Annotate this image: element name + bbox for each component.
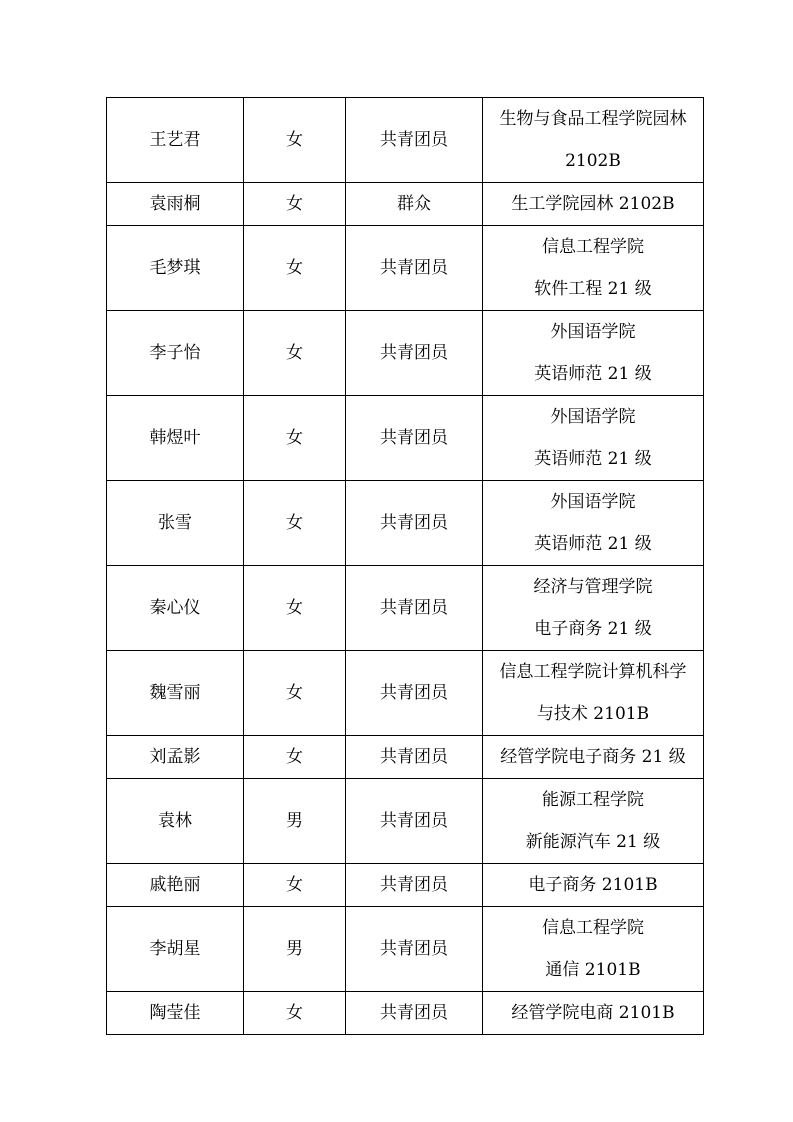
unit-cell [483, 736, 704, 779]
gender-cell: 女 [244, 226, 346, 311]
unit-line: 信息工程学院计算机科学 [499, 662, 687, 682]
unit-cell [483, 864, 704, 907]
name-cell: 李胡星 [107, 907, 244, 992]
gender-cell: 女 [244, 183, 346, 226]
unit-line: 经管学院电子商务 21 级 [500, 747, 686, 767]
member-table [106, 97, 704, 1035]
unit-line: 英语师范 21 级 [534, 449, 652, 469]
unit-line: 与技术 2101B [536, 704, 650, 724]
unit-cell [483, 98, 704, 183]
unit-cell [483, 226, 704, 311]
unit-line: 生工学院园林 2102B [511, 194, 675, 214]
unit-line: 生物与食品工程学院园林 [499, 109, 687, 129]
table-row [107, 864, 704, 907]
gender-cell: 女 [244, 992, 346, 1035]
table-row [107, 992, 704, 1035]
unit-cell [483, 779, 704, 864]
gender-cell: 女 [244, 311, 346, 396]
unit-cell [483, 651, 704, 736]
unit-line: 新能源汽车 21 级 [525, 832, 661, 852]
unit-line: 通信 2101B [545, 960, 641, 980]
political-status-cell: 共青团员 [346, 779, 483, 864]
name-cell: 张雪 [107, 481, 244, 566]
unit-cell [483, 907, 704, 992]
name-cell: 刘孟影 [107, 736, 244, 779]
unit-cell [483, 992, 704, 1035]
political-status-cell: 共青团员 [346, 396, 483, 481]
table-row [107, 779, 704, 864]
gender-cell: 男 [244, 907, 346, 992]
gender-cell: 女 [244, 736, 346, 779]
unit-line: 经济与管理学院 [533, 577, 653, 597]
table-row [107, 98, 704, 183]
political-status-cell: 群众 [346, 183, 483, 226]
table-row [107, 907, 704, 992]
unit-line: 英语师范 21 级 [534, 364, 652, 384]
unit-line: 外国语学院 [550, 492, 636, 512]
political-status-cell: 共青团员 [346, 481, 483, 566]
unit-line: 外国语学院 [550, 407, 636, 427]
unit-line: 经管学院电商 2101B [511, 1003, 675, 1023]
name-cell: 袁林 [107, 779, 244, 864]
political-status-cell: 共青团员 [346, 566, 483, 651]
name-cell: 戚艳丽 [107, 864, 244, 907]
unit-cell [483, 481, 704, 566]
table-row [107, 396, 704, 481]
table-row [107, 311, 704, 396]
table-row [107, 183, 704, 226]
unit-line: 2102B [565, 151, 621, 171]
gender-cell: 女 [244, 566, 346, 651]
table-row [107, 736, 704, 779]
unit-line: 信息工程学院 [542, 237, 644, 257]
unit-cell [483, 566, 704, 651]
name-cell: 秦心仪 [107, 566, 244, 651]
gender-cell: 女 [244, 481, 346, 566]
political-status-cell: 共青团员 [346, 864, 483, 907]
name-cell: 韩煜叶 [107, 396, 244, 481]
name-cell: 魏雪丽 [107, 651, 244, 736]
political-status-cell: 共青团员 [346, 226, 483, 311]
table-row [107, 226, 704, 311]
name-cell: 陶莹佳 [107, 992, 244, 1035]
gender-cell: 女 [244, 396, 346, 481]
table-row [107, 481, 704, 566]
table-row [107, 651, 704, 736]
name-cell: 李子怡 [107, 311, 244, 396]
political-status-cell: 共青团员 [346, 98, 483, 183]
unit-line: 外国语学院 [550, 322, 636, 342]
gender-cell: 男 [244, 779, 346, 864]
name-cell: 袁雨桐 [107, 183, 244, 226]
table-row [107, 566, 704, 651]
political-status-cell: 共青团员 [346, 651, 483, 736]
member-table-body [107, 98, 704, 1035]
political-status-cell: 共青团员 [346, 311, 483, 396]
name-cell: 王艺君 [107, 98, 244, 183]
gender-cell: 女 [244, 98, 346, 183]
name-cell: 毛梦琪 [107, 226, 244, 311]
unit-line: 英语师范 21 级 [534, 534, 652, 554]
unit-cell [483, 183, 704, 226]
unit-line: 电子商务 2101B [528, 875, 658, 895]
unit-cell [483, 396, 704, 481]
unit-line: 电子商务 21 级 [534, 619, 652, 639]
political-status-cell: 共青团员 [346, 907, 483, 992]
unit-line: 能源工程学院 [542, 790, 644, 810]
gender-cell: 女 [244, 651, 346, 736]
unit-cell [483, 311, 704, 396]
gender-cell: 女 [244, 864, 346, 907]
political-status-cell: 共青团员 [346, 736, 483, 779]
unit-line: 信息工程学院 [542, 918, 644, 938]
political-status-cell: 共青团员 [346, 992, 483, 1035]
unit-line: 软件工程 21 级 [534, 279, 652, 299]
